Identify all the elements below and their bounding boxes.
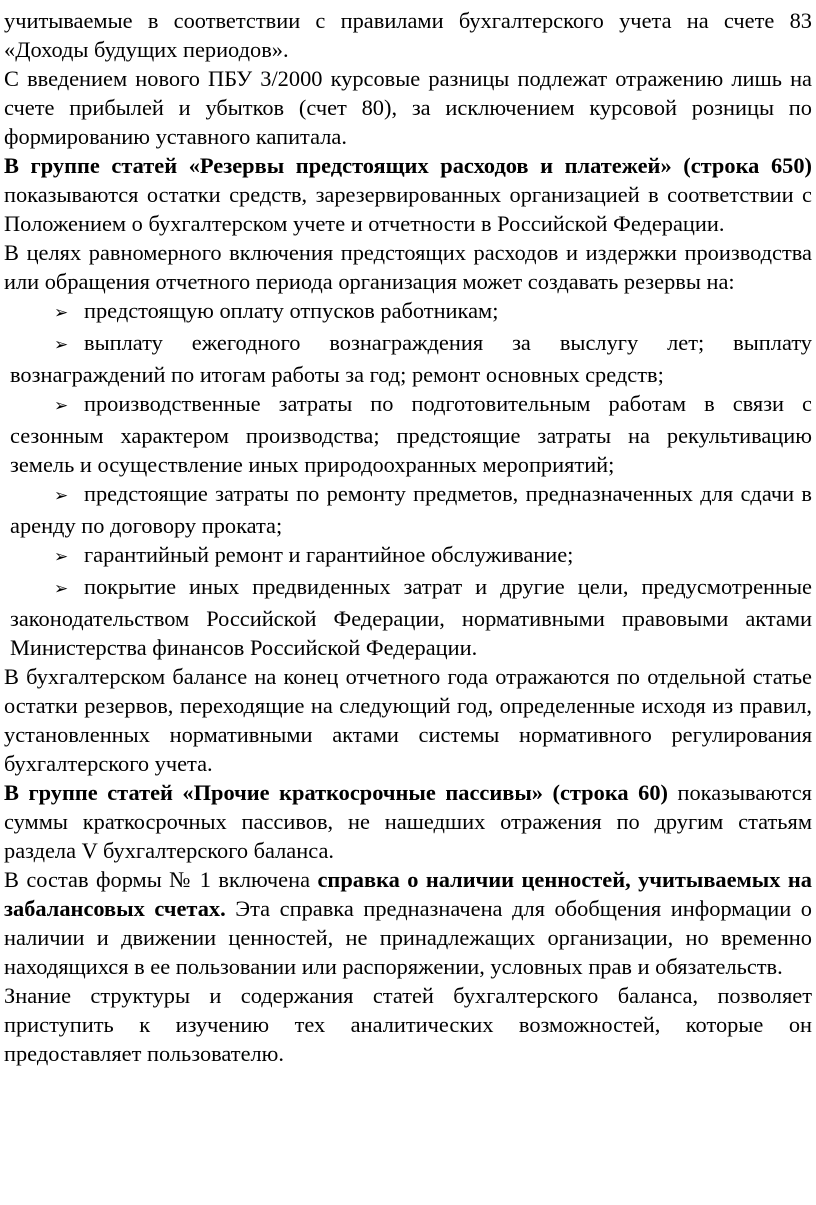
list-item-text: гарантийный ремонт и гарантийное обслуживание; <box>84 542 574 567</box>
paragraph-other-liabilities <box>4 778 812 865</box>
arrow-bullet-icon: ➢ <box>54 579 69 599</box>
paragraph-off-balance <box>4 865 812 981</box>
list-item-text: предстоящую оплату отпусков работникам; <box>84 298 499 323</box>
list-item-text: производственные затраты по подготовительным работам в связи с сезонным характером производства; предстоящие затраты на рекультивацию земель и осуществление иных природоохранных мероприятий; <box>10 391 812 477</box>
list-item <box>4 572 812 662</box>
list-item <box>4 296 812 328</box>
list-item-text: предстоящие затраты по ремонту предметов, предназначенных для сдачи в аренду по договору проката; <box>10 481 812 538</box>
paragraph-balance-reserves: В бухгалтерском балансе на конец отчетного года отражаются по отдельной статье остатки резервов, переходящие на следующий год, определенные исходя из правил, установленных нормативными актами системы нормативного регулирования бухгалтерского учета. <box>4 664 812 776</box>
arrow-bullet-icon: ➢ <box>54 335 69 355</box>
list-item <box>4 328 812 389</box>
list-item-text: выплату ежегодного вознаграждения за выслугу лет; выплату вознаграждений по итогам работы за год; ремонт основных средств; <box>10 330 812 387</box>
paragraph-reserves-purpose: В целях равномерного включения предстоящих расходов и издержки производства или обращения отчетного периода организация может создавать резервы на: <box>4 240 812 294</box>
reserves-list <box>4 296 812 662</box>
paragraph-exchange-differences: С введением нового ПБУ 3/2000 курсовые разницы подлежат отражению лишь на счете прибылей и убытков (счет 80), за исключением курсовой розницы по формированию уставного капитала. <box>4 66 812 149</box>
reserves-description: показываются остатки средств, зарезервированных организацией в соответствии с Положением о бухгалтерском учете и отчетности в Российской Федерации. <box>4 182 812 236</box>
list-item <box>4 540 812 572</box>
off-balance-heading: справка о наличии ценностей, учитываемых на забалансовых счетах. <box>4 867 812 921</box>
other-liabilities-heading: В группе статей «Прочие краткосрочные пассивы» (строка 60) <box>4 780 668 805</box>
off-balance-description: Эта справка предназначена для обобщения информации о наличии и движении ценностей, не принадлежащих организации, но временно находящихся в ее пользовании или распоряжении, условных прав и обязательств. <box>4 896 812 979</box>
other-liabilities-description: показываются суммы краткосрочных пассивов, не нашедших отражения по другим статьям раздела V бухгалтерского баланса. <box>4 780 812 863</box>
list-item <box>4 479 812 540</box>
arrow-bullet-icon: ➢ <box>54 303 69 323</box>
off-balance-lead: В состав формы № 1 включена <box>4 867 318 892</box>
list-item <box>4 389 812 479</box>
arrow-bullet-icon: ➢ <box>54 486 69 506</box>
list-item-text: покрытие иных предвиденных затрат и другие цели, предусмотренные законодательством Российской Федерации, нормативными правовыми актами Министерства финансов Российской Федерации. <box>10 574 812 660</box>
paragraph-conclusion: Знание структуры и содержания статей бухгалтерского баланса, позволяет приступить к изучению тех аналитических возможностей, которые он предоставляет пользователю. <box>4 983 812 1066</box>
paragraph-reserves-intro <box>4 151 812 238</box>
reserves-heading: В группе статей «Резервы предстоящих расходов и платежей» (строка 650) <box>4 153 812 178</box>
arrow-bullet-icon: ➢ <box>54 396 69 416</box>
paragraph-deferred-income: учитываемые в соответствии с правилами бухгалтерского учета на счете 83 «Доходы будущих периодов». <box>4 8 812 62</box>
arrow-bullet-icon: ➢ <box>54 547 69 567</box>
